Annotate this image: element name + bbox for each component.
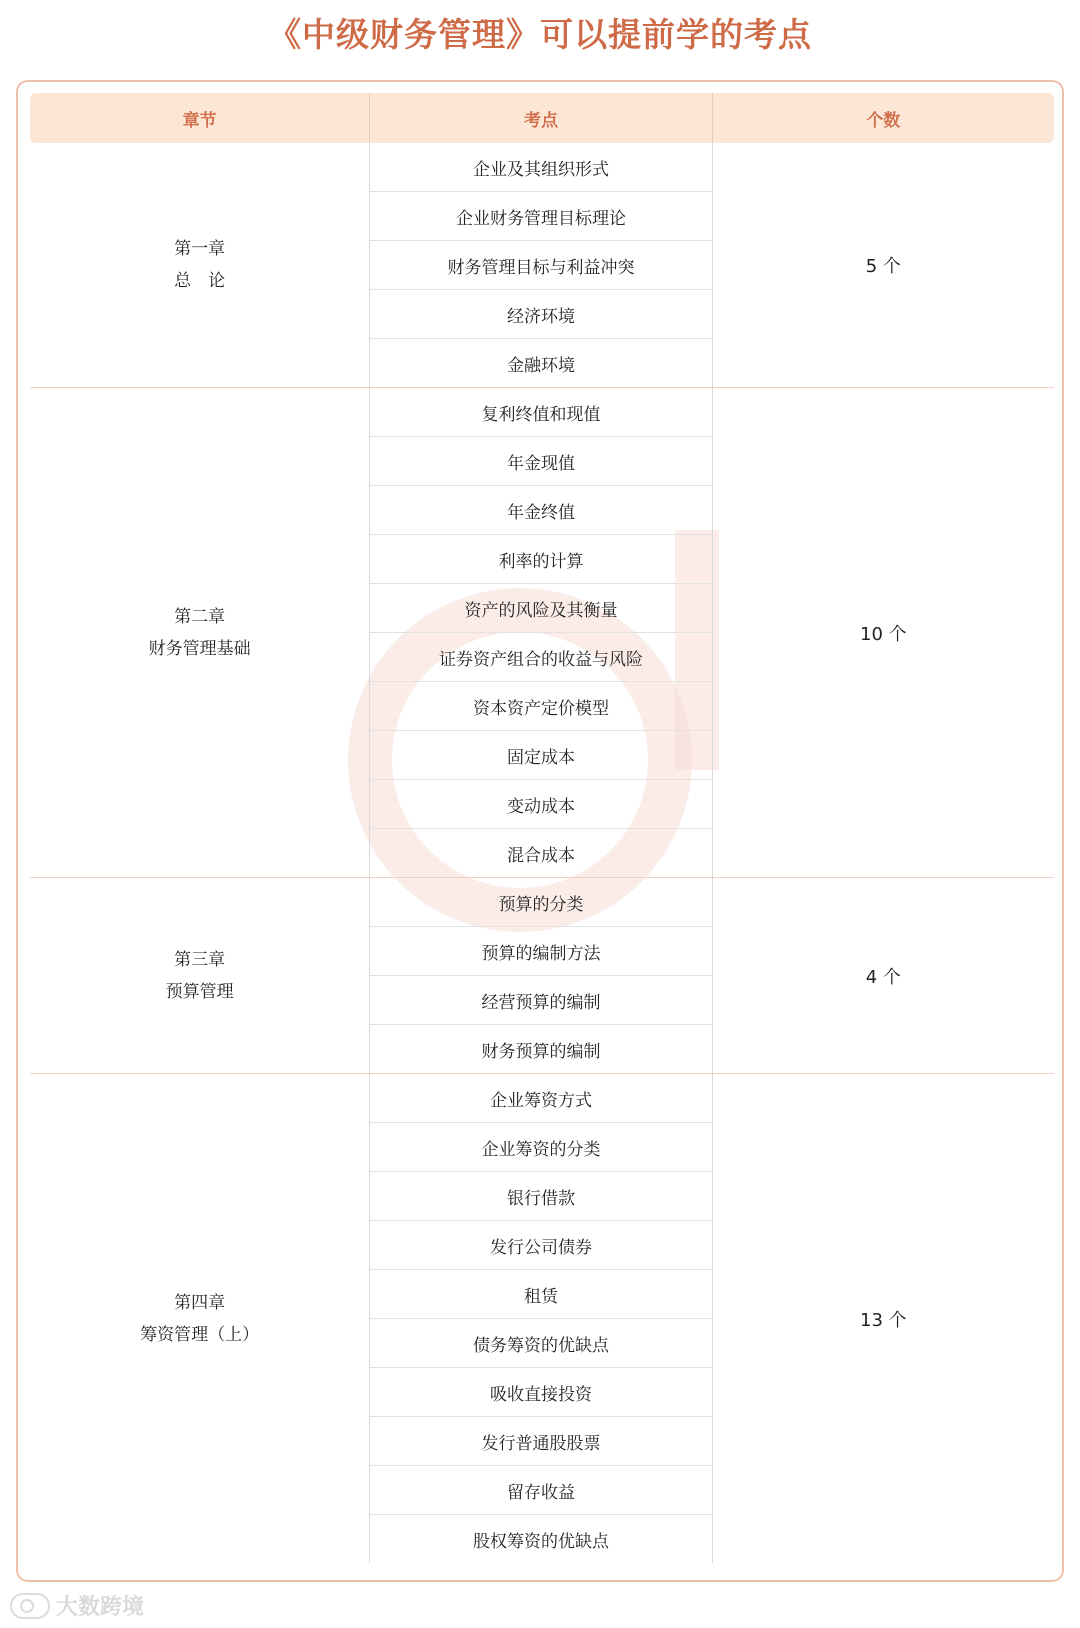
- chapter-row: [30, 388, 1054, 878]
- chapter-row: [30, 878, 1054, 1074]
- topic-cell: 年金现值: [370, 437, 711, 486]
- topic-cell: 经济环境: [370, 290, 711, 339]
- chapter-row: [30, 143, 1054, 388]
- topic-cell: 股权筹资的优缺点: [472, 1531, 609, 1552]
- topic-cell: 预算的分类: [370, 878, 711, 927]
- topic-cell: 证券资产组合的收益与风险: [370, 633, 711, 682]
- chapter-cell: [30, 388, 369, 877]
- topic-cell: 混合成本: [506, 845, 575, 866]
- topic-list: [369, 1074, 712, 1563]
- topic-cell: 债务筹资的优缺点: [370, 1319, 711, 1368]
- topic-cell: 预算的编制方法: [370, 927, 711, 976]
- topic-cell: 租赁: [370, 1270, 711, 1319]
- topic-cell: 经营预算的编制: [370, 976, 711, 1025]
- topic-list: [369, 878, 712, 1073]
- topic-list: [369, 388, 712, 877]
- topic-cell: 固定成本: [370, 731, 711, 780]
- chapter-number: 第三章: [174, 949, 226, 970]
- chapter-row: [30, 1074, 1054, 1563]
- chapter-title: 财务管理基础: [148, 638, 251, 659]
- topic-cell: 留存收益: [370, 1466, 711, 1515]
- topic-cell: 金融环境: [506, 355, 575, 376]
- topic-cell: 企业财务管理目标理论: [370, 192, 711, 241]
- topic-cell: 资产的风险及其衡量: [370, 584, 711, 633]
- chapter-title: 预算管理: [165, 981, 234, 1002]
- topic-cell: 企业及其组织形式: [370, 143, 711, 192]
- topic-cell: 企业筹资的分类: [370, 1123, 711, 1172]
- chapter-number: 第一章: [174, 239, 226, 259]
- chapter-title: 总 论: [174, 271, 226, 291]
- count-cell: 13 个: [860, 1309, 907, 1331]
- table-header: [30, 93, 1054, 143]
- topic-list: [369, 143, 712, 387]
- count-cell: 4 个: [865, 966, 901, 988]
- topic-cell: 财务预算的编制: [481, 1041, 601, 1062]
- topic-cell: 复利终值和现值: [370, 388, 711, 437]
- chapter-number: 第四章: [174, 1292, 226, 1313]
- chapter-cell: [30, 143, 369, 387]
- brand-name: 大数跨境: [56, 1595, 145, 1620]
- chapter-cell: [30, 878, 369, 1073]
- header-count: 个数: [866, 110, 901, 131]
- topic-cell: 年金终值: [370, 486, 711, 535]
- topic-cell: 发行公司债券: [370, 1221, 711, 1270]
- chapter-number: 第二章: [174, 606, 226, 627]
- topic-cell: 吸收直接投资: [370, 1368, 711, 1417]
- brand-logo: [10, 1590, 144, 1621]
- topic-cell: 财务管理目标与利益冲突: [370, 241, 711, 290]
- page-title: 《中级财务管理》可以提前学的考点: [268, 15, 812, 54]
- brand-mark-icon: [10, 1593, 50, 1619]
- topics-table: [30, 93, 1054, 1563]
- chapter-cell: [30, 1074, 369, 1563]
- header-topic: 考点: [369, 93, 712, 143]
- topic-cell: 资本资产定价模型: [370, 682, 711, 731]
- count-cell: 5 个: [865, 256, 901, 277]
- topic-cell: 利率的计算: [370, 535, 711, 584]
- topic-cell: 变动成本: [370, 780, 711, 829]
- count-cell: 10 个: [860, 623, 907, 645]
- topic-cell: 银行借款: [370, 1172, 711, 1221]
- topic-cell: 企业筹资方式: [370, 1074, 711, 1123]
- header-chapter: 章节: [182, 110, 217, 131]
- chapter-title: 筹资管理（上）: [140, 1324, 260, 1345]
- topic-cell: 发行普通股股票: [370, 1417, 711, 1466]
